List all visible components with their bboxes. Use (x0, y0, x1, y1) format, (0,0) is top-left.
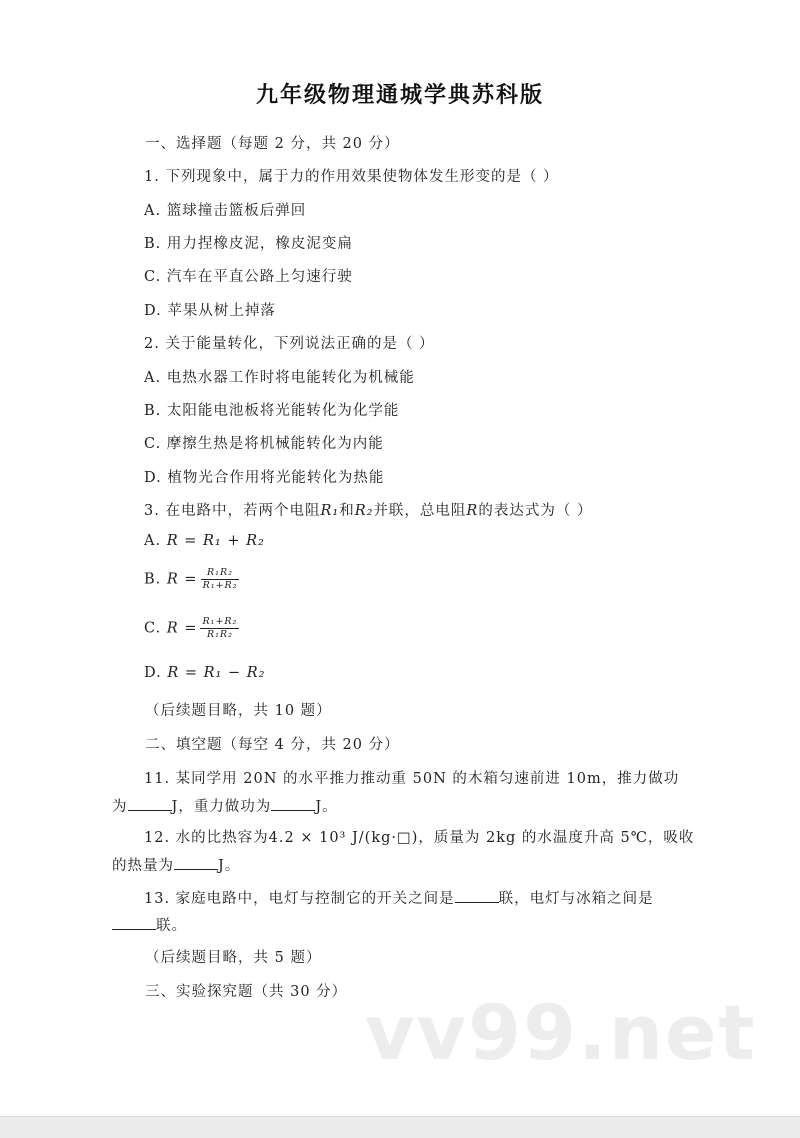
q13-answer-blank-2[interactable] (112, 915, 156, 930)
q3-a-label: A. (144, 533, 162, 549)
q3-stem-part2: 并联，总电阻 (373, 503, 467, 519)
q3-r1-symbol: R₁ (320, 503, 340, 519)
question-1-stem: 1. 下列现象中，属于力的作用效果使物体发生形变的是（ ） (144, 169, 559, 185)
q3-c-fraction (200, 616, 239, 641)
question-1-option-d: D. 苹果从树上掉落 (144, 303, 276, 319)
q12-text-a: 的热量为 (112, 858, 174, 874)
question-3-option-a (144, 533, 265, 549)
question-11-line-1: 11. 某同学用 20N 的水平推力推动重 50N 的木箱匀速前进 10m，推力做功 (144, 771, 680, 787)
question-11-line-2 (112, 795, 338, 816)
question-13-line-1 (144, 887, 654, 908)
q11-text-c: J。 (315, 799, 338, 815)
q3-b-numerator: R₁R₂ (201, 567, 240, 580)
q11-text-a: 为 (112, 799, 128, 815)
q12-answer-blank[interactable] (174, 855, 218, 870)
q13-answer-blank-1[interactable] (455, 888, 499, 903)
q3-stem-and: 和 (339, 503, 355, 519)
section-heading-choice: 一、选择题（每题 2 分，共 20 分） (145, 136, 400, 152)
question-2-option-b: B. 太阳能电池板将光能转化为化学能 (144, 403, 400, 419)
q3-a-formula: R = R₁ + R₂ (166, 533, 265, 549)
question-2-option-c: C. 摩擦生热是将机械能转化为内能 (144, 436, 384, 452)
question-1-option-c: C. 汽车在平直公路上匀速行驶 (144, 269, 353, 285)
q11-answer-blank-2[interactable] (271, 796, 315, 811)
question-1-option-b: B. 用力捏橡皮泥，橡皮泥变扁 (144, 236, 353, 252)
section-heading-experiment: 三、实验探究题（共 30 分） (145, 984, 348, 1000)
question-3-option-d (144, 665, 265, 681)
q11-text-b: J，重力做功为 (171, 799, 272, 815)
question-2-option-d: D. 植物光合作用将光能转化为热能 (144, 470, 385, 486)
q13-text-c: 联。 (156, 918, 187, 934)
question-3-option-b (144, 567, 239, 592)
q3-b-fraction (201, 567, 240, 592)
q3-stem-part3: 的表达式为（ ） (478, 503, 593, 519)
q12-text-b: J。 (218, 858, 241, 874)
question-2-stem: 2. 关于能量转化，下列说法正确的是（ ） (144, 336, 435, 352)
q3-d-formula: R = R₁ − R₂ (167, 665, 266, 681)
q13-text-a: 13. 家庭电路中，电灯与控制它的开关之间是 (144, 891, 455, 907)
q3-stem-part1: 3. 在电路中，若两个电阻 (144, 503, 321, 519)
q3-c-numerator: R₁+R₂ (202, 616, 238, 627)
q3-c-lhs: R = (166, 620, 198, 637)
question-12-line-1: 12. 水的比热容为4.2 × 10³ J/(kg·□)，质量为 2kg 的水温度升高 5℃，吸收 (144, 830, 695, 846)
omitted-note-2: （后续题目略，共 5 题） (145, 950, 322, 966)
question-13-line-2 (112, 914, 187, 935)
q3-r-symbol: R (466, 503, 479, 519)
q3-d-label: D. (144, 665, 162, 681)
q3-b-lhs: R = (166, 571, 198, 588)
q11-answer-blank-1[interactable] (128, 796, 172, 811)
question-2-option-a: A. 电热水器工作时将电能转化为机械能 (144, 370, 415, 386)
watermark: vv99.net (365, 988, 757, 1077)
page-top-margin (0, 0, 800, 66)
q3-b-denominator: R₁+R₂ (202, 580, 238, 591)
document-title: 九年级物理通城学典苏科版 (255, 83, 544, 108)
question-3-option-c (144, 616, 239, 641)
q13-text-b: 联，电灯与冰箱之间是 (498, 891, 654, 907)
question-12-line-2 (112, 854, 240, 875)
question-1-option-a: A. 篮球撞击篮板后弹回 (144, 203, 307, 219)
q3-r2-symbol: R₂ (354, 503, 374, 519)
q3-b-label: B. (144, 571, 162, 588)
omitted-note-1: （后续题目略，共 10 题） (145, 703, 332, 719)
q3-c-denominator: R₁R₂ (206, 629, 233, 640)
question-3-stem (144, 499, 592, 520)
q3-c-label: C. (144, 620, 162, 637)
page-bottom-edge (0, 1116, 800, 1138)
section-heading-fill: 二、填空题（每空 4 分，共 20 分） (145, 737, 400, 753)
